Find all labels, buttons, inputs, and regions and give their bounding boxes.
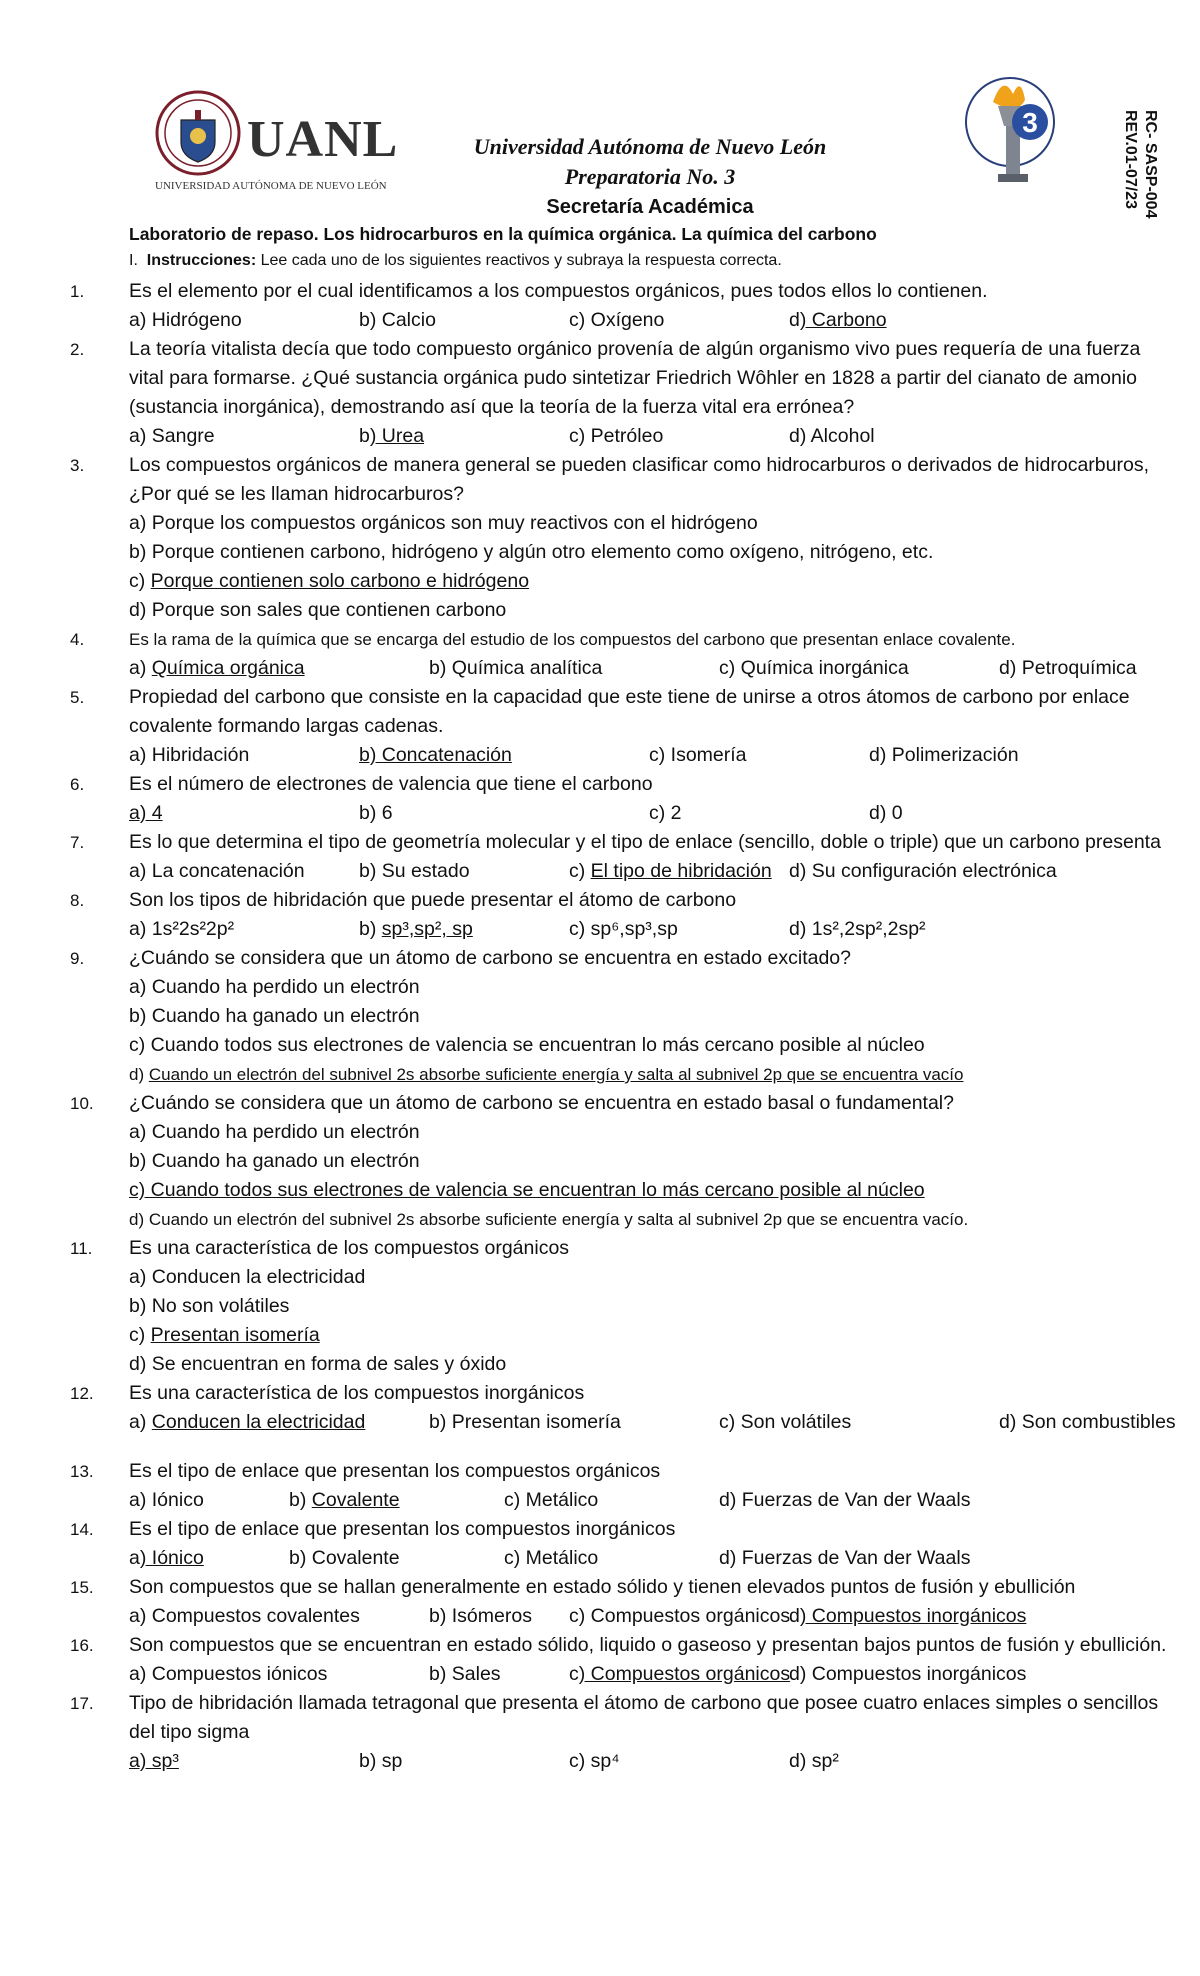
correct-answer: a) 4: [129, 802, 163, 824]
option-text: a) Hibridación: [129, 744, 250, 766]
option-text: a) Conducen la electricidad: [129, 1266, 366, 1288]
answer-option[interactable]: [569, 1602, 790, 1631]
question-item: [0, 1515, 1200, 1573]
question-text: Es el elemento por el cual identificamos a los compuestos orgánicos, pues todos ellos lo contienen.: [129, 280, 988, 302]
question-number: 11.: [70, 1239, 93, 1258]
correct-answer: sp³,sp², sp: [381, 918, 473, 940]
option-text: c) Oxígeno: [569, 309, 665, 331]
question-item: [0, 1234, 1200, 1379]
answer-option[interactable]: [719, 1544, 970, 1573]
question-number: 3.: [70, 456, 85, 475]
department-name: Secretaría Académica: [546, 196, 754, 218]
question-item: [0, 451, 1200, 625]
option-text: b) sp: [359, 1750, 403, 1772]
question-item: [0, 625, 1200, 683]
answer-options: [129, 915, 1200, 944]
answer-options: [129, 654, 1200, 683]
answer-options: [129, 1486, 1200, 1515]
question-text: Es el número de electrones de valencia que tiene el carbono: [129, 773, 653, 795]
option-text: b) Sales: [429, 1663, 501, 1685]
answer-option[interactable]: [429, 1408, 621, 1437]
option-text: c) Isomería: [649, 744, 747, 766]
uanl-seal-icon: [155, 90, 241, 176]
option-text: c) Petróleo: [569, 425, 664, 447]
option-text: a: [129, 1547, 140, 1569]
answer-option[interactable]: [129, 538, 1200, 567]
answer-option[interactable]: [129, 654, 305, 683]
spacer: [0, 1437, 1200, 1457]
option-text: c): [129, 570, 151, 592]
question-text: ¿Cuándo se considera que un átomo de carbono se encuentra en estado excitado?: [129, 947, 851, 969]
answer-option[interactable]: [789, 1602, 1026, 1631]
answer-option[interactable]: [129, 973, 1200, 1002]
answer-options: [129, 306, 1200, 335]
option-text: c) Compuestos orgánicos: [569, 1605, 791, 1627]
option-text: d) 1s²,2sp²,2sp²: [789, 918, 926, 940]
option-text: b) Calcio: [359, 309, 436, 331]
question-item: [0, 277, 1200, 335]
question-text: Propiedad del carbono que consiste en la capacidad que este tiene de unirse a otros átomos de carbono por enlace covalente formando largas cadenas.: [129, 686, 1130, 737]
option-text: d) Alcohol: [789, 425, 875, 447]
option-text: b) Su estado: [359, 860, 470, 882]
option-text: d) Porque son sales que contienen carbono: [129, 599, 507, 621]
question-text: Los compuestos orgánicos de manera general se pueden clasificar como hidrocarburos o derivados de hidrocarburos, ¿Por qué se les llaman hidrocarburos?: [129, 454, 1149, 505]
option-text: c) Metálico: [504, 1489, 599, 1511]
answer-option[interactable]: [129, 567, 1200, 596]
option-text: a): [129, 1411, 152, 1433]
page-title: [129, 224, 877, 245]
option-text: a) Cuando ha perdido un electrón: [129, 1121, 420, 1143]
correct-answer: c) Cuando todos sus electrones de valencia se encuentran lo más cercano posible al núcleo: [129, 1179, 925, 1201]
title-rest: . Los hidrocarburos en la química orgánica. La química del carbono: [313, 224, 877, 244]
correct-answer: ) Carbono: [799, 309, 887, 331]
question-text: Tipo de hibridación llamada tetragonal que presenta el átomo de carbono que posee cuatro enlaces simples o sencillos del tipo sigma: [129, 1692, 1159, 1743]
answer-options: [129, 1660, 1200, 1689]
instructions: [129, 252, 782, 270]
question-item: [0, 683, 1200, 770]
answer-option[interactable]: [129, 1002, 1200, 1031]
option-text: a) 1s²2s²2p²: [129, 918, 235, 940]
answer-option[interactable]: [129, 1544, 204, 1573]
question-list: [0, 277, 1200, 1776]
answer-option[interactable]: [129, 306, 242, 335]
school-name: Preparatoria No. 3: [564, 164, 736, 189]
option-text: b) 6: [359, 802, 393, 824]
answer-option[interactable]: [359, 1747, 402, 1776]
option-text: a) Iónico: [129, 1489, 204, 1511]
header-titles: [400, 132, 900, 222]
option-text: c) Son volátiles: [719, 1411, 852, 1433]
question-number: 14.: [70, 1520, 94, 1539]
question-item: [0, 335, 1200, 451]
answer-option[interactable]: [129, 1205, 1200, 1234]
option-text: b) Química analítica: [429, 657, 603, 679]
option-text: d) Compuestos inorgánicos: [789, 1663, 1027, 1685]
correct-answer: ) Compuestos inorgánicos: [799, 1605, 1027, 1627]
question-number: 16.: [70, 1636, 94, 1655]
correct-answer: a) sp³: [129, 1750, 179, 1772]
doc-code: RC- SASP-004: [1142, 110, 1159, 219]
correct-answer: Conducen la electricidad: [151, 1411, 366, 1433]
answer-option[interactable]: [129, 915, 234, 944]
answer-option[interactable]: [129, 1408, 365, 1437]
question-item: [0, 1631, 1200, 1689]
answer-options: [129, 1747, 1200, 1776]
question-item: [0, 1379, 1200, 1437]
title-bold: Laboratorio de repaso: [129, 224, 314, 244]
correct-answer: Covalente: [311, 1489, 400, 1511]
document-code: [1050, 110, 1170, 230]
option-text: c) sp⁶,sp³,sp: [569, 918, 678, 940]
question-number: 17.: [70, 1694, 94, 1713]
correct-answer: ) Urea: [369, 425, 425, 447]
option-text: a) Sangre: [129, 425, 215, 447]
answer-option[interactable]: [129, 1060, 1200, 1089]
question-number: 13.: [70, 1462, 94, 1481]
option-text: b) Covalente: [289, 1547, 400, 1569]
uanl-wordmark: UANL: [247, 111, 399, 168]
answer-option[interactable]: [129, 1176, 1200, 1205]
question-number: 1.: [70, 282, 85, 301]
question-number: 7.: [70, 833, 85, 852]
uanl-subtitle: UNIVERSIDAD AUTÓNOMA DE NUEVO LEÓN: [155, 180, 387, 192]
answer-option[interactable]: [129, 741, 249, 770]
question-text: Es el tipo de enlace que presentan los compuestos inorgánicos: [129, 1518, 676, 1540]
answer-option[interactable]: [129, 1350, 1200, 1379]
question-text: Es lo que determina el tipo de geometría molecular y el tipo de enlace (sencillo, doble o triple) que un carbono presenta: [129, 831, 1161, 853]
answer-option[interactable]: [569, 306, 664, 335]
question-number: 4.: [70, 630, 85, 649]
answer-option[interactable]: [359, 857, 470, 886]
answer-options: [129, 422, 1200, 451]
answer-option[interactable]: [129, 1747, 179, 1776]
answer-option[interactable]: [569, 915, 678, 944]
torch-icon: [948, 72, 1058, 192]
answer-option[interactable]: [289, 1486, 400, 1515]
question-number: 8.: [70, 891, 85, 910]
question-text: ¿Cuándo se considera que un átomo de carbono se encuentra en estado basal o fundamental?: [129, 1092, 954, 1114]
option-text: d): [129, 1065, 149, 1084]
answer-option[interactable]: [719, 654, 909, 683]
answer-option[interactable]: [719, 1486, 970, 1515]
answer-option[interactable]: [869, 799, 903, 828]
uanl-logo: [155, 90, 399, 200]
correct-answer: Química orgánica: [151, 657, 305, 679]
answer-option[interactable]: [504, 1544, 598, 1573]
question-number: 6.: [70, 775, 85, 794]
answer-option[interactable]: [129, 1602, 360, 1631]
option-text: a) Compuestos iónicos: [129, 1663, 328, 1685]
answer-option[interactable]: [719, 1408, 851, 1437]
option-text: a) Porque los compuestos orgánicos son muy reactivos con el hidrógeno: [129, 512, 758, 534]
answer-options: [129, 857, 1200, 886]
answer-option[interactable]: [129, 1321, 1200, 1350]
option-text: b) Cuando ha ganado un electrón: [129, 1005, 420, 1027]
answer-option[interactable]: [359, 306, 436, 335]
option-text: c) Cuando todos sus electrones de valencia se encuentran lo más cercano posible al núcleo: [129, 1034, 925, 1056]
option-text: a) Compuestos covalentes: [129, 1605, 360, 1627]
instructions-label: Instrucciones:: [146, 252, 257, 269]
answer-option[interactable]: [569, 857, 772, 886]
correct-answer: ) Compuestos orgánicos: [578, 1663, 791, 1685]
badge-number: 3: [1022, 107, 1038, 138]
instructions-text: Lee cada uno de los siguientes reactivos y subraya la respuesta correcta.: [256, 252, 782, 269]
question-item: [0, 886, 1200, 944]
option-text: d) Petroquímica: [999, 657, 1137, 679]
answer-option[interactable]: [569, 1747, 620, 1776]
option-text: d) 0: [869, 802, 903, 824]
correct-answer: b) Concatenación: [359, 744, 512, 766]
question-number: 9.: [70, 949, 85, 968]
answer-option[interactable]: [789, 422, 875, 451]
correct-answer: Presentan isomería: [150, 1324, 320, 1346]
option-text: a): [129, 657, 152, 679]
question-text: La teoría vitalista decía que todo compuesto orgánico provenía de algún organismo vivo pues requería de una fuerza vital para formarse. ¿Qué sustancia orgánica pudo sintetizar Friedrich Wôhler en 1828 a partir del cianato de amonio (sustancia inorgánica), demostrando así que la teoría de la fuerza vital era errónea?: [129, 338, 1141, 418]
option-text: c) Metálico: [504, 1547, 599, 1569]
answer-options: [129, 1408, 1200, 1437]
question-text: Es una característica de los compuestos orgánicos: [129, 1237, 570, 1259]
question-text: Es el tipo de enlace que presentan los compuestos orgánicos: [129, 1460, 661, 1482]
option-text: b) Isómeros: [429, 1605, 532, 1627]
option-text: b) Cuando ha ganado un electrón: [129, 1150, 420, 1172]
answer-option[interactable]: [569, 422, 663, 451]
answer-option[interactable]: [129, 1660, 327, 1689]
option-text: d) Se encuentran en forma de sales y óxido: [129, 1353, 507, 1375]
question-text: Son compuestos que se encuentran en estado sólido, liquido o gaseoso y presentan bajos puntos de fusión y ebullición.: [129, 1634, 1167, 1656]
answer-option[interactable]: [359, 741, 512, 770]
answer-option[interactable]: [129, 799, 163, 828]
answer-option[interactable]: [869, 741, 1019, 770]
answer-option[interactable]: [359, 422, 424, 451]
question-number: 2.: [70, 340, 85, 359]
option-text: b) Porque contienen carbono, hidrógeno y algún otro elemento como oxígeno, nitrógeno, etc.: [129, 541, 934, 563]
question-item: [0, 1089, 1200, 1234]
answer-option[interactable]: [649, 799, 682, 828]
option-text: d) Polimerización: [869, 744, 1019, 766]
option-text: c) 2: [649, 802, 682, 824]
answer-option[interactable]: [999, 654, 1137, 683]
answer-option[interactable]: [649, 741, 747, 770]
answer-option[interactable]: [129, 596, 1200, 625]
option-text: d) Fuerzas de Van der Waals: [719, 1489, 971, 1511]
option-text: c): [129, 1324, 151, 1346]
question-number: 12.: [70, 1384, 94, 1403]
answer-option[interactable]: [129, 1292, 1200, 1321]
answer-options: [129, 1602, 1200, 1631]
question-text: Es la rama de la química que se encarga del estudio de los compuestos del carbono que presentan enlace covalente.: [129, 630, 1016, 649]
option-text: d) Son combustibles: [999, 1411, 1176, 1433]
answer-option[interactable]: [129, 422, 215, 451]
option-text: b: [359, 425, 370, 447]
answer-option[interactable]: [789, 306, 887, 335]
answer-option[interactable]: [789, 1747, 839, 1776]
answer-option[interactable]: [129, 857, 305, 886]
option-text: c: [569, 1663, 579, 1685]
option-text: d) Cuando un electrón del subnivel 2s absorbe suficiente energía y salta al subnivel 2p que se encuentra vacío.: [129, 1210, 969, 1229]
answer-option[interactable]: [789, 857, 1057, 886]
answer-options: [129, 799, 1200, 828]
correct-answer: Porque contienen solo carbono e hidrógeno: [150, 570, 530, 592]
question-item: [0, 770, 1200, 828]
option-text: b): [359, 918, 382, 940]
option-text: b) Presentan isomería: [429, 1411, 621, 1433]
question-item: [0, 944, 1200, 1089]
option-text: d: [789, 309, 800, 331]
answer-option[interactable]: [289, 1544, 400, 1573]
question-number: 10.: [70, 1094, 94, 1113]
option-text: a) Hidrógeno: [129, 309, 242, 331]
option-text: a) Cuando ha perdido un electrón: [129, 976, 420, 998]
question-item: [0, 828, 1200, 886]
option-text: d) sp²: [789, 1750, 839, 1772]
correct-answer: Cuando un electrón del subnivel 2s absorbe suficiente energía y salta al subnivel 2p que se encuentra vacío: [148, 1065, 964, 1084]
answer-options: [129, 1544, 1200, 1573]
answer-option[interactable]: [129, 509, 1200, 538]
answer-option[interactable]: [789, 915, 926, 944]
option-text: b): [289, 1489, 312, 1511]
answer-option[interactable]: [129, 1031, 1200, 1060]
answer-option[interactable]: [129, 1147, 1200, 1176]
question-text: Son los tipos de hibridación que puede presentar el átomo de carbono: [129, 889, 737, 911]
question-item: [0, 1573, 1200, 1631]
option-text: d) Su configuración electrónica: [789, 860, 1057, 882]
option-text: c): [569, 860, 591, 882]
university-name: Universidad Autónoma de Nuevo León: [473, 134, 827, 159]
question-text: Es una característica de los compuestos inorgánicos: [129, 1382, 585, 1404]
option-text: c) sp⁴: [569, 1750, 620, 1772]
answer-option[interactable]: [129, 1486, 204, 1515]
correct-answer: ) Iónico: [139, 1547, 204, 1569]
answer-option[interactable]: [789, 1660, 1026, 1689]
question-number: 15.: [70, 1578, 94, 1597]
option-text: c) Química inorgánica: [719, 657, 909, 679]
answer-option[interactable]: [429, 1602, 532, 1631]
doc-revision: REV.01-07/23: [1122, 110, 1139, 210]
answer-option[interactable]: [999, 1408, 1176, 1437]
question-item: [0, 1457, 1200, 1515]
question-text: Son compuestos que se hallan generalmente en estado sólido y tienen elevados puntos de fusión y ebullición: [129, 1576, 1076, 1598]
answer-option[interactable]: [429, 1660, 501, 1689]
answer-option[interactable]: [504, 1486, 598, 1515]
option-text: b) No son volátiles: [129, 1295, 290, 1317]
answer-option[interactable]: [129, 1118, 1200, 1147]
answer-option[interactable]: [569, 1660, 790, 1689]
question-number: 5.: [70, 688, 85, 707]
option-text: d) Fuerzas de Van der Waals: [719, 1547, 971, 1569]
answer-option[interactable]: [429, 654, 602, 683]
prepa3-badge: [948, 72, 1058, 192]
answer-option[interactable]: [359, 915, 473, 944]
question-item: [0, 1689, 1200, 1776]
instructions-prefix: I.: [129, 252, 138, 269]
answer-option[interactable]: [359, 799, 393, 828]
correct-answer: El tipo de hibridación: [590, 860, 772, 882]
option-text: a) La concatenación: [129, 860, 305, 882]
option-text: d: [789, 1605, 800, 1627]
answer-option[interactable]: [129, 1263, 1200, 1292]
answer-options: [129, 741, 1200, 770]
